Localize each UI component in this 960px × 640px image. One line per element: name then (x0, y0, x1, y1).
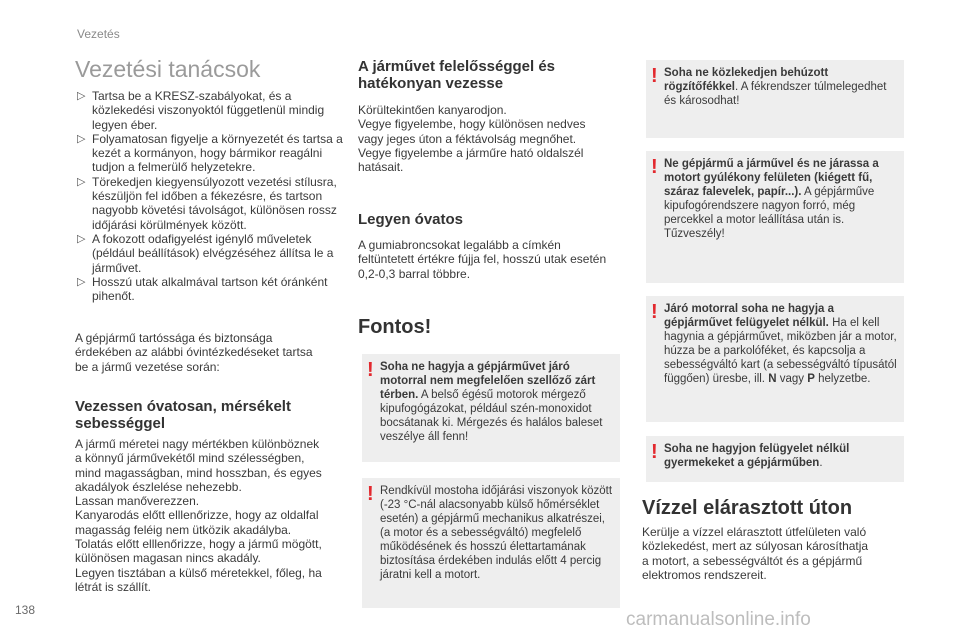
section-label: Vezetés (77, 27, 120, 41)
warning-exclamation-icon: ! (651, 441, 658, 463)
watermark: carmanualsonline.info (626, 609, 811, 630)
warning-exclamation-icon: ! (367, 483, 374, 505)
page-title: Vezetési tanácsok (75, 56, 261, 82)
careful-heading: Vezessen óvatosan, mérsékelt sebességgel (75, 398, 291, 432)
responsible-text: Körültekintően kanyarodjon. Vegye figyelembe, hogy különösen nedves vagy jeges úton a féktávolság megnőhet. Vegye figyelembe a járműre ható oldalszél hatásait. (358, 103, 586, 175)
warning-panel-unattended-running: ! Járó motorral soha ne hagyja a gépjárművet felügyelet nélkül. Ha el kell hagynia a gépjárművet, miközben jár a motor, húzza be a parkolóféket, és kapcsolja a sebességváltó kart (a sebességváltó típusától függően) üresbe, ill. N vagy P helyzetbe. (646, 296, 904, 422)
bullet-arrow-icon: ▷ (77, 232, 86, 245)
warning-exclamation-icon: ! (651, 156, 658, 178)
list-item: ▷ Tartsa be a KRESZ-szabályokat, és a közlekedési viszonyoktól függetlenül mindig legyen éber. (77, 89, 325, 132)
responsible-heading: A járművet felelősséggel és hatékonyan vezesse (358, 58, 556, 92)
warning-panel-ventilation: ! Soha ne hagyja a gépjárművet járó motorral nem megfelelően szellőző zárt térben. A belső égésű motorok mérgező kipufogógázokat, például szén-monoxidot bocsátanak ki. Mérgezés és halálos baleset veszélye áll fenn! (362, 354, 620, 462)
warning-exclamation-icon: ! (651, 65, 658, 87)
list-item: ▷ Folyamatosan figyelje a környezetét és tartsa a kezét a kormányon, hogy bármikor reagálni tudjon a felmerülő helyzetekre. (77, 131, 343, 175)
bullet-arrow-icon: ▷ (77, 175, 86, 188)
bullet-arrow-icon: ▷ (77, 275, 86, 288)
page-number: 138 (15, 603, 36, 617)
intro-paragraph: A gépjármű tartóssága és biztonsága érdekében az alábbi óvintézkedéseket tartsa be a jármű vezetése során: (75, 331, 313, 374)
water-heading: Vízzel elárasztott úton (642, 497, 853, 519)
careful-text: A jármű méretei nagy mértékben különböznek a könnyű járművekétől mind szélességben, mind magasságban, mind hosszban, és egyes akadályok észlelése nehezebb. Lassan manőverezzen. Kanyarodás előtt elllenőrizze, hogy az oldalfal magasság feléig nem ütközik akadályba. Tolatás előtt elllenőrizze, hogy a jármű mögött, különösen magasan nincs akadály. Legyen tisztában a külső méretekkel, főleg, ha létrát is szállít. (75, 437, 322, 594)
bullet-arrow-icon: ▷ (77, 132, 86, 145)
bullet-arrow-icon: ▷ (77, 90, 86, 102)
list-item: ▷ A fokozott odafigyelést igénylő műveletek (például beállítások) elvégzéséhez állítsa le a járművet. (77, 231, 334, 275)
warning-exclamation-icon: ! (651, 301, 658, 323)
warning-panel-flammable-surface: ! Ne gépjármű a járművel és ne járassa a motort gyúlékony felületen (kiégett fű, száraz falevelek, papír...). A gépjárműve kipufogórendszere nagyon forró, még percekkel a motor leállítása után is. Tűzveszély! (646, 151, 904, 283)
cautious-heading: Legyen óvatos (358, 211, 464, 228)
warning-exclamation-icon: ! (367, 359, 374, 381)
driving-tips-list (75, 89, 345, 303)
warning-panel-children: ! Soha ne hagyjon felügyelet nélkül gyermekeket a gépjárműben. (646, 436, 904, 482)
cautious-text: A gumiabroncsokat legalább a címkén feltüntetett értékre fújja fel, hosszú utak esetén 0,2-0,3 barral többre. (358, 238, 607, 281)
list-item: ▷ Hosszú utak alkalmával tartson két óránként pihenőt. (77, 274, 328, 304)
important-heading: Fontos! (358, 316, 432, 338)
list-item: ▷ Törekedjen kiegyensúlyozott vezetési stílusra, készüljön fel időben a fékezésre, és tartson nagyobb követési távolságot, különösen rossz időjárási körülmények között. (77, 174, 337, 232)
water-text: Kerülje a vízzel elárasztott útfelületen való közlekedést, mert az súlyosan károsíthatja a motort, a sebességváltót és a gépjármű elektromos rendszereit. (642, 525, 869, 582)
warning-panel-parking-brake: ! Soha ne közlekedjen behúzott rögzítőfékkel. A fékrendszer túlmelegedhet és károsodhat! (646, 60, 904, 138)
warning-panel-cold-weather: ! Rendkívül mostoha időjárási viszonyok között (-23 °C-nál alacsonyabb külső hőmérséklet esetén) a gépjármű mechanikus alkatrészei, (a motor és a sebességváltó) megfelelő működésének és hosszú élettartamának biztosítása érdekében indulás előtt 4 percig járatni kell a motort. (362, 478, 620, 608)
